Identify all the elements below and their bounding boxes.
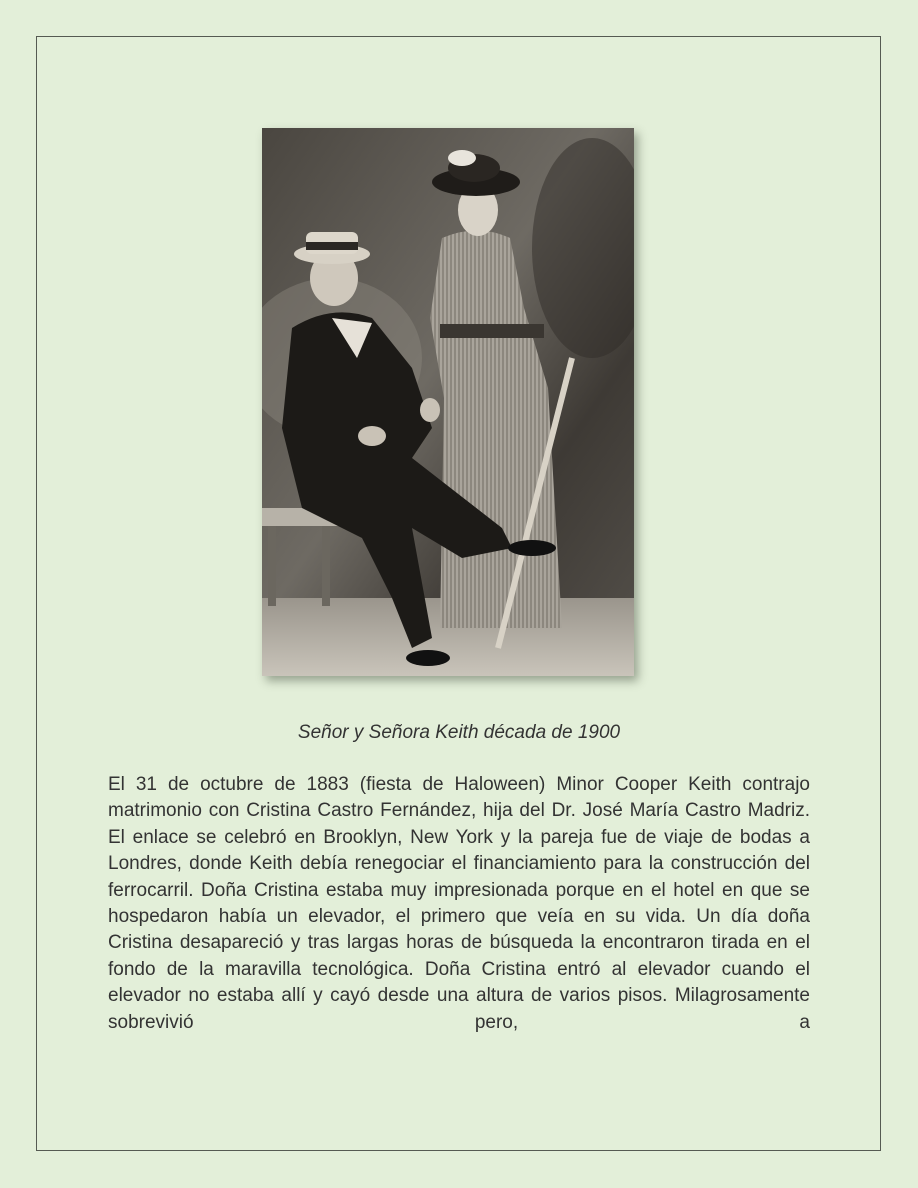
sepia-portrait-photo <box>262 128 634 676</box>
body-paragraph: El 31 de octubre de 1883 (fiesta de Haloween) Minor Cooper Keith contrajo matrimonio con Cristina Castro Fernández, hija del Dr. José María Castro Madriz. El enlace se celebró en Brooklyn, New York y la pareja fue de viaje de bodas a Londres, donde Keith debía renegociar el financiamiento para la construcción del ferrocarril. Doña Cristina estaba muy impresionada porque en el hotel en que se hospedaron había un elevador, el primero que veía en su vida. Un día doña Cristina desapareció y tras largas horas de búsqueda la encontraron tirada en el fondo de la maravilla tecnológica. Doña Cristina entró al elevador cuando el elevador no estaba allí y cayó desde una altura de varios pisos. Milagrosamente sobrevivió pero, a <box>108 774 810 1033</box>
photo-caption: Señor y Señora Keith década de 1900 <box>297 722 621 743</box>
couple-photograph <box>262 128 634 676</box>
